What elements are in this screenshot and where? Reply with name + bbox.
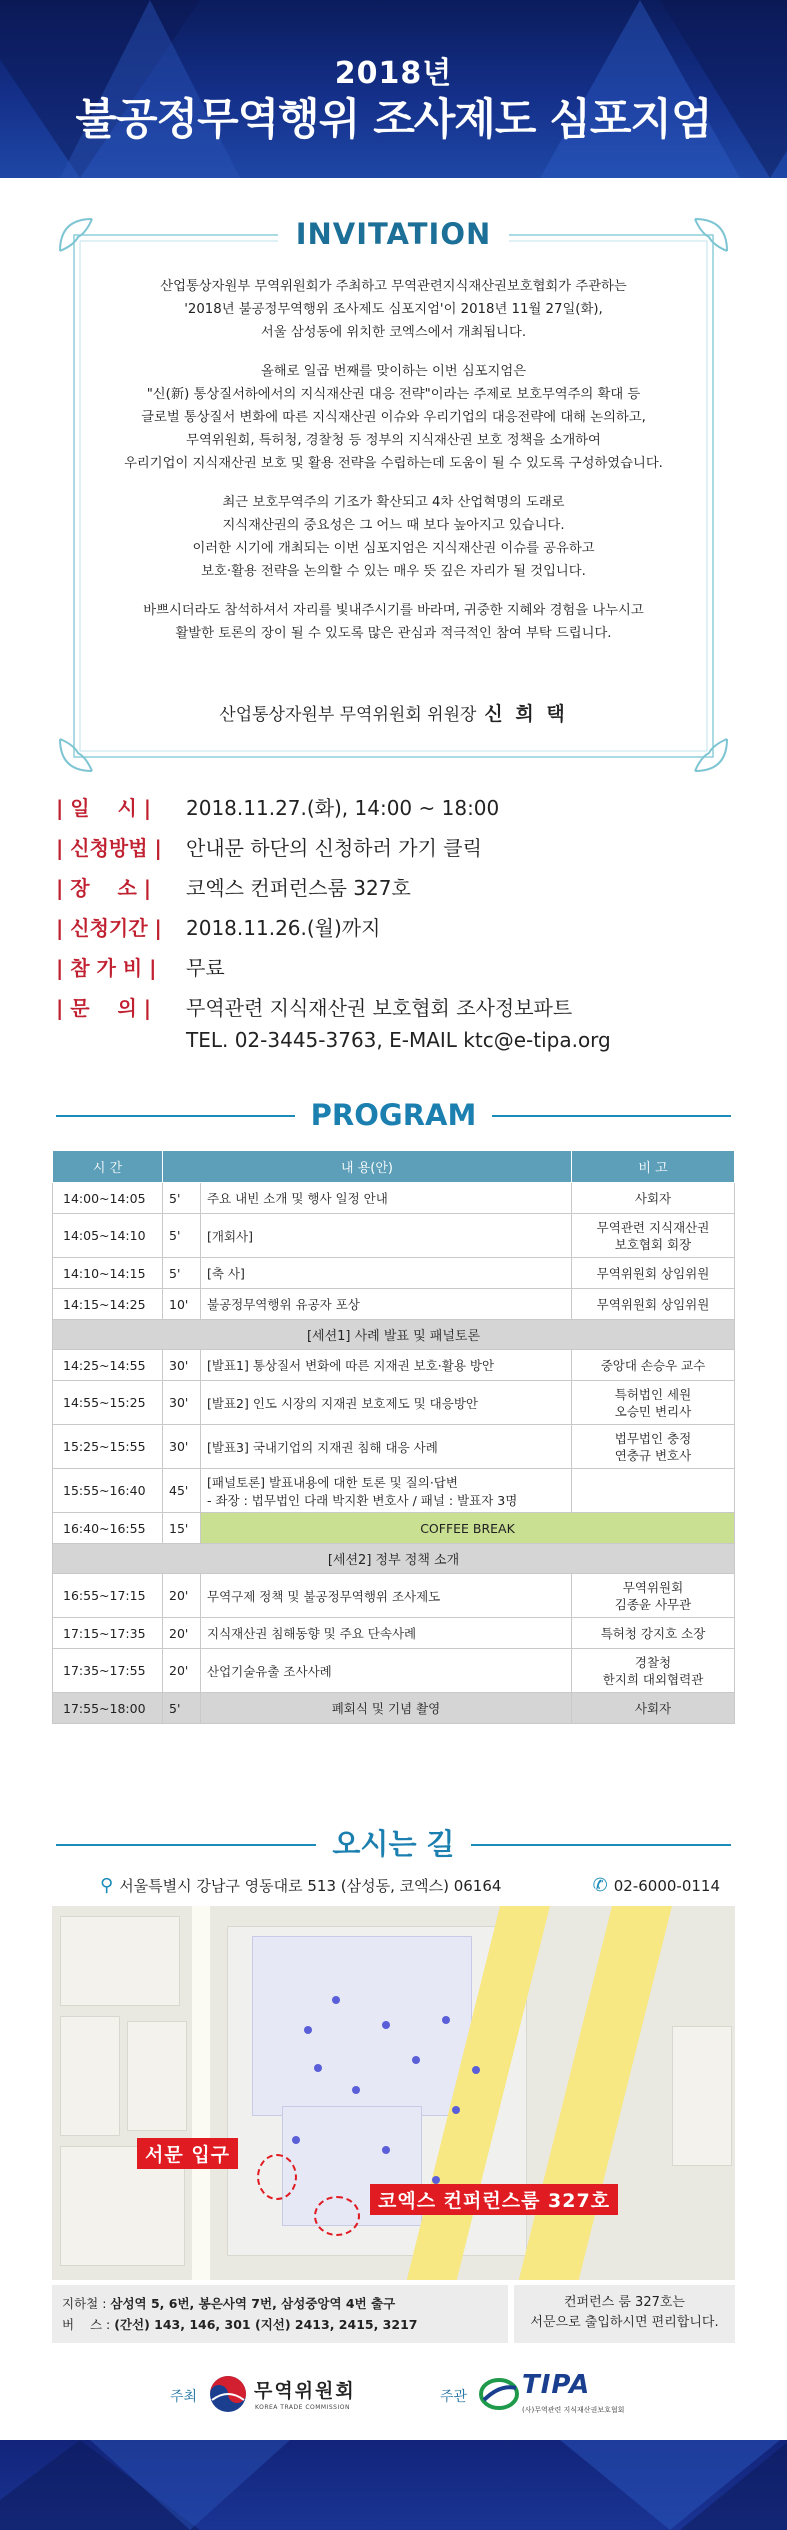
program-cell: 15' [163, 1513, 201, 1544]
program-cell: 30' [163, 1381, 201, 1425]
organizer-label: 주최 [170, 2389, 198, 2405]
program-header-row [53, 1151, 735, 1183]
program-cell: [발표2] 인도 시장의 지재권 보호제도 및 대응방안 [201, 1381, 572, 1425]
info-row [56, 912, 746, 944]
program-cell [572, 1469, 735, 1513]
program-cell: 불공정무역행위 유공자 포상 [201, 1289, 572, 1320]
footer-banner [0, 2440, 787, 2530]
info-value [186, 872, 411, 904]
west-gate-callout: 서문 입구 [137, 2138, 238, 2169]
invitation-title: INVITATION [278, 217, 510, 251]
invitation-box [56, 215, 731, 775]
subway-line [62, 2293, 498, 2314]
info-row [56, 832, 746, 864]
info-value-text: 안내문 하단의 신청하러 가기 클릭 [186, 836, 482, 860]
info-label: | 일 시 | [56, 796, 152, 820]
phone-text: 02-6000-0114 [613, 1877, 720, 1895]
invitation-line: 올해로 일곱 번째를 맞이하는 이번 심포지엄은 [260, 364, 527, 379]
invitation-line: 무역위원회, 특허청, 경찰청 등 정부의 지식재산권 보호 정책을 소개하여 [186, 433, 601, 448]
program-row [53, 1544, 735, 1574]
invitation-paragraph [96, 360, 691, 475]
host-label: 주관 [440, 2389, 468, 2405]
program-cell: 17:15~17:35 [53, 1618, 163, 1649]
program-row [53, 1693, 735, 1724]
program-cell: [세션2] 정부 정책 소개 [53, 1544, 735, 1574]
info-value [186, 792, 499, 824]
info-row [56, 992, 746, 1056]
program-cell: 5' [163, 1214, 201, 1258]
program-cell: 20' [163, 1649, 201, 1693]
program-cell: 주요 내빈 소개 및 행사 일정 안내 [201, 1183, 572, 1214]
notice-line-2: 서문으로 출입하시면 편리합니다. [530, 2315, 719, 2330]
program-row [53, 1381, 735, 1425]
invitation-line: 산업통상자원부 무역위원회가 주최하고 무역관련지식재산권보호협회가 주관하는 [160, 279, 627, 294]
program-cell: 무역위원회 상임위원 [572, 1258, 735, 1289]
korea-taegeuk-logo-icon [208, 2374, 248, 2414]
page-title: 불공정무역행위 조사제도 심포지엄 [75, 95, 712, 145]
program-row [53, 1214, 735, 1258]
program-row [53, 1425, 735, 1469]
bus-label: 버 스 : [62, 2317, 111, 2332]
invitation-line: 서울 삼성동에 위치한 코엑스에서 개최됩니다. [260, 325, 527, 340]
bus-line [62, 2314, 498, 2335]
info-row [56, 872, 746, 904]
program-cell: COFFEE BREAK [201, 1513, 735, 1544]
program-cell: 14:15~14:25 [53, 1289, 163, 1320]
header-note: 비 고 [572, 1151, 735, 1183]
program-cell: 무역구제 정책 및 불공정무역행위 조사제도 [201, 1574, 572, 1618]
info-row [56, 952, 746, 984]
bus-info: (간선) 143, 146, 301 (지선) 2413, 2415, 3217 [114, 2317, 418, 2332]
program-row [53, 1320, 735, 1350]
invitation-paragraph [96, 491, 691, 583]
invitation-body [96, 275, 691, 661]
location-map[interactable] [52, 1906, 735, 2280]
program-row [53, 1649, 735, 1693]
program-cell: 20' [163, 1574, 201, 1618]
invitation-line: 우리기업이 지식재산권 보호 및 활용 전략을 수립하는데 도움이 될 수 있도록 구성하였습니다. [124, 456, 663, 471]
program-cell: 14:10~14:15 [53, 1258, 163, 1289]
location-pin-icon: ⚲ [100, 1875, 114, 1896]
invitation-line: 바쁘시더라도 참석하셔서 자리를 빛내주시기를 바라며, 귀중한 지혜와 경험을 나누시고 [143, 603, 644, 618]
program-row [53, 1574, 735, 1618]
invitation-line: 지식재산권의 중요성은 그 어느 때 보다 높아지고 있습니다. [222, 518, 565, 533]
entrance-notice [514, 2285, 735, 2343]
signature-name: 신 희 택 [484, 703, 568, 725]
phone-icon: ✆ [592, 1875, 608, 1896]
program-row [53, 1469, 735, 1513]
program-cell: 14:05~14:10 [53, 1214, 163, 1258]
program-row [53, 1183, 735, 1214]
subway-label: 지하철 : [62, 2296, 107, 2311]
program-cell: 지식재산권 침해동향 및 주요 단속사례 [201, 1618, 572, 1649]
program-title: PROGRAM [295, 1098, 493, 1132]
invitation-line: 이러한 시기에 개최되는 이번 심포지엄은 지식재산권 이슈를 공유하고 [192, 541, 595, 556]
program-cell: 30' [163, 1350, 201, 1381]
address-text: 서울특별시 강남구 영동대로 513 (삼성동, 코엑스) 06164 [119, 1877, 502, 1895]
notice-line-1: 컨퍼런스 룸 327호는 [564, 2295, 685, 2310]
info-value-text: 무역관련 지식재산권 보호협회 조사정보파트 [186, 996, 573, 1020]
organizer-english-name: KOREA TRADE COMMISSION [255, 2404, 350, 2411]
program-cell: 45' [163, 1469, 201, 1513]
info-value [186, 832, 482, 864]
invitation-signature [56, 699, 731, 726]
program-cell: [패널토론] 발표내용에 대한 토론 및 질의·답변 - 좌장 : 법무법인 다래 박지환 변호사 / 패널 : 발표자 3명 [201, 1469, 572, 1513]
info-label: | 신청방법 | [56, 836, 162, 860]
info-label: | 신청기간 | [56, 916, 162, 940]
info-row [56, 792, 746, 824]
info-value-text: 2018.11.26.(월)까지 [186, 916, 381, 940]
program-cell: 무역위원회 상임위원 [572, 1289, 735, 1320]
program-cell: 16:40~16:55 [53, 1513, 163, 1544]
program-cell: [세션1] 사례 발표 및 패널토론 [53, 1320, 735, 1350]
program-cell: 10' [163, 1289, 201, 1320]
event-info [56, 792, 746, 1064]
program-row [53, 1350, 735, 1381]
host-name: TIPA [522, 2370, 591, 2400]
program-cell: 14:55~15:25 [53, 1381, 163, 1425]
invitation-paragraph [96, 599, 691, 645]
program-cell: 30' [163, 1425, 201, 1469]
program-cell: 법무법인 충정 연충규 변호사 [572, 1425, 735, 1469]
info-value-text-2: TEL. 02-3445-3763, E-MAIL ktc@e-tipa.org [186, 1028, 611, 1052]
program-cell: 20' [163, 1618, 201, 1649]
program-cell: 5' [163, 1693, 201, 1724]
header-content: 내 용(안) [163, 1151, 572, 1183]
invitation-line: '2018년 불공정무역행위 조사제도 심포지엄'이 2018년 11월 27일(화), [184, 302, 603, 317]
program-cell: 특허법인 세원 오승민 변리사 [572, 1381, 735, 1425]
host-subtitle: (사)무역관련 지식재산권보호협회 [522, 2406, 625, 2414]
conference-room-marker [314, 2196, 360, 2236]
invitation-line: 보호·활용 전략을 논의할 수 있는 매우 뜻 깊은 자리가 될 것입니다. [201, 564, 586, 579]
program-row [53, 1618, 735, 1649]
program-row [53, 1513, 735, 1544]
program-row [53, 1289, 735, 1320]
program-row [53, 1258, 735, 1289]
info-value-text: 코엑스 컨퍼런스룸 327호 [186, 876, 411, 900]
program-cell: 17:35~17:55 [53, 1649, 163, 1693]
program-cell: 무역위원회 김종윤 사무관 [572, 1574, 735, 1618]
program-cell: 사회자 [572, 1693, 735, 1724]
program-cell: 중앙대 손승우 교수 [572, 1350, 735, 1381]
west-gate-marker [257, 2154, 297, 2200]
phone [593, 1875, 720, 1896]
program-cell: 무역관련 지식재산권 보호협회 회장 [572, 1214, 735, 1258]
invitation-line: 최근 보호무역주의 기조가 확산되고 4차 산업혁명의 도래로 [222, 495, 565, 510]
invitation-paragraph [96, 275, 691, 344]
directions-section-title [0, 1822, 787, 1866]
program-section-title [0, 1095, 787, 1135]
header-time: 시 간 [53, 1151, 163, 1183]
program-cell: [축 사] [201, 1258, 572, 1289]
info-value-text: 무료 [186, 956, 225, 980]
info-label: | 장 소 | [56, 876, 152, 900]
program-table [52, 1150, 735, 1724]
info-value [186, 952, 225, 984]
subway-info: 삼성역 5, 6번, 봉은사역 7번, 삼성중앙역 4번 출구 [110, 2296, 396, 2311]
info-value [186, 912, 380, 944]
invitation-line: "신(新) 통상질서하에서의 지식재산권 대응 전략"이라는 주제로 보호무역주의 확대 등 [146, 387, 641, 402]
invitation-line: 활발한 토론의 장이 될 수 있도록 많은 관심과 적극적인 참여 부탁 드립니다. [175, 626, 612, 641]
program-cell: [개회사] [201, 1214, 572, 1258]
transit-info [52, 2285, 508, 2343]
info-label: | 문 의 | [56, 996, 152, 1020]
program-cell: [발표3] 국내기업의 지재권 침해 대응 사례 [201, 1425, 572, 1469]
signature-org: 산업통상자원부 무역위원회 위원장 [219, 705, 477, 725]
program-cell: 14:25~14:55 [53, 1350, 163, 1381]
organizer-name: 무역위원회 [254, 2380, 356, 2402]
info-label: | 참 가 비 | [56, 956, 157, 980]
conference-room-callout: 코엑스 컨퍼런스룸 327호 [370, 2184, 618, 2215]
hosts-bar [0, 2368, 787, 2424]
info-value-text: 2018.11.27.(화), 14:00 ~ 18:00 [186, 796, 500, 820]
program-cell: 특허청 강지호 소장 [572, 1618, 735, 1649]
header-banner [0, 0, 787, 178]
program-cell: 사회자 [572, 1183, 735, 1214]
address-bar [100, 1875, 720, 1896]
invitation-line: 글로벌 통상질서 변화에 따른 지식재산권 이슈와 우리기업의 대응전략에 대해 논의하고, [141, 410, 646, 425]
tipa-swoosh-icon [478, 2374, 520, 2414]
program-cell: 경찰청 한지희 대외협력관 [572, 1649, 735, 1693]
program-cell: 산업기술유출 조사사례 [201, 1649, 572, 1693]
program-cell: 15:25~15:55 [53, 1425, 163, 1469]
header-year: 2018년 [334, 56, 453, 91]
program-cell: 14:00~14:05 [53, 1183, 163, 1214]
program-cell: 폐회식 및 기념 촬영 [201, 1693, 572, 1724]
program-cell: 5' [163, 1258, 201, 1289]
program-cell: [발표1] 통상질서 변화에 따른 지재권 보호·활용 방안 [201, 1350, 572, 1381]
program-cell: 17:55~18:00 [53, 1693, 163, 1724]
invitation-title-wrap [56, 217, 731, 251]
info-value [186, 992, 611, 1056]
address [100, 1875, 501, 1896]
program-cell: 15:55~16:40 [53, 1469, 163, 1513]
directions-title: 오시는 길 [316, 1827, 470, 1861]
program-cell: 16:55~17:15 [53, 1574, 163, 1618]
program-cell: 5' [163, 1183, 201, 1214]
